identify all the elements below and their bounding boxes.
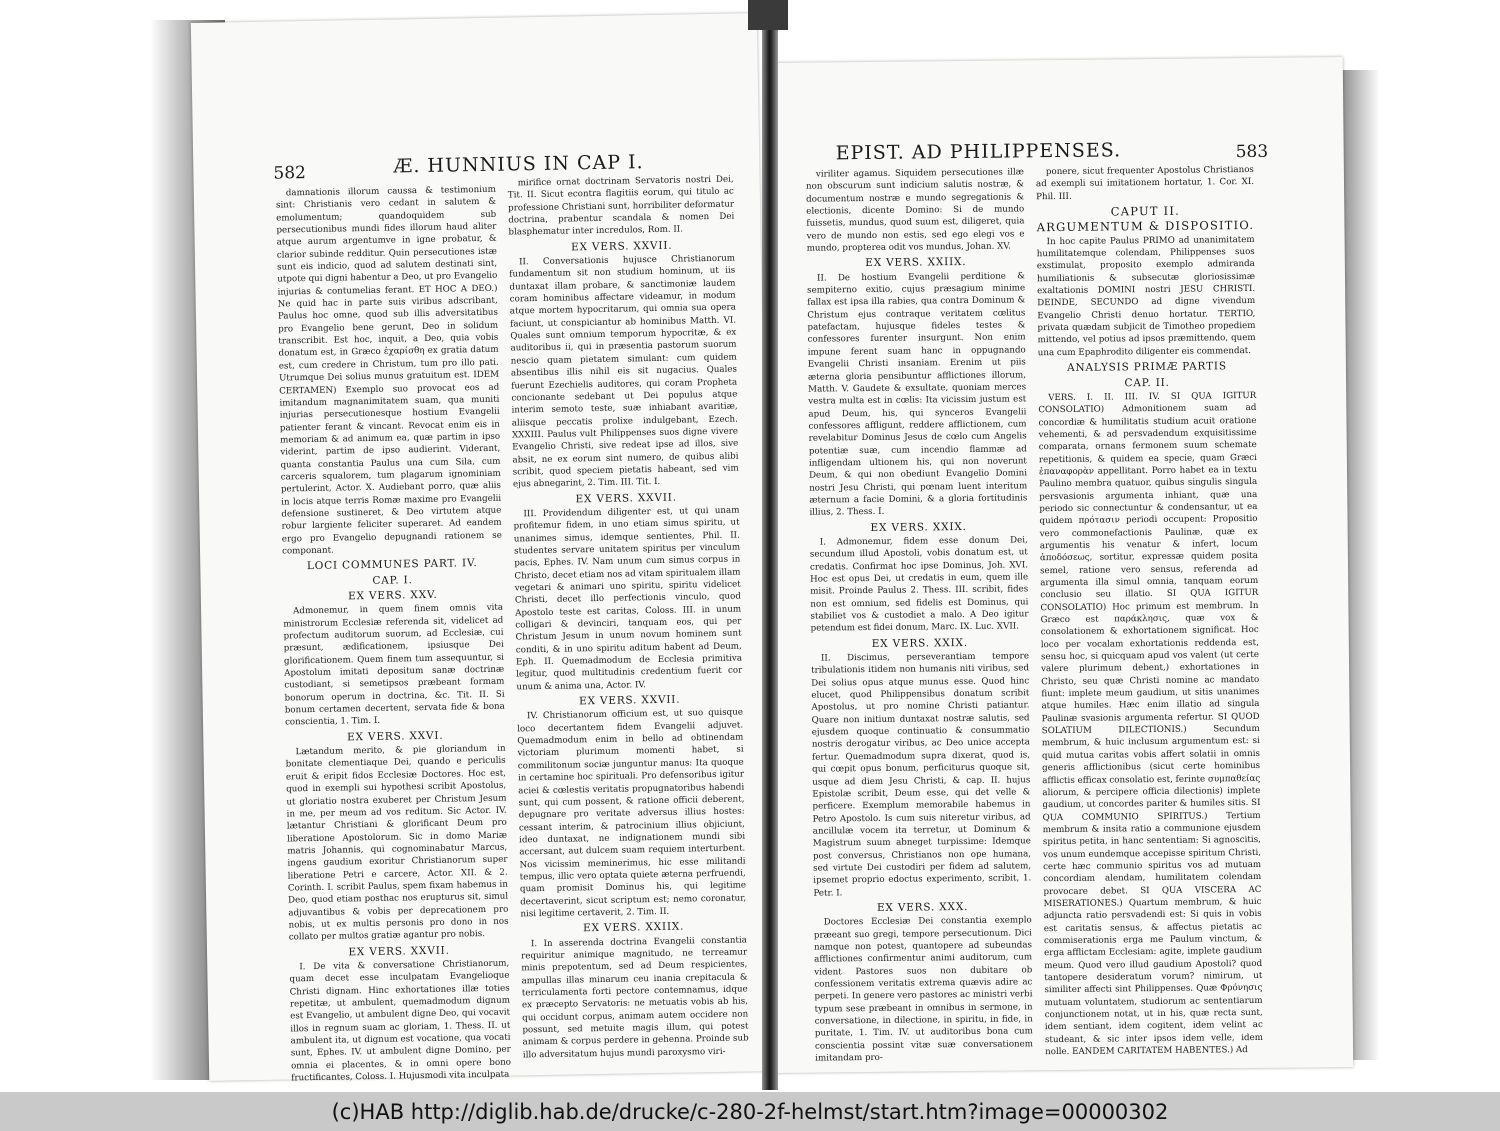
left-running-head: Æ. HUNNIUS IN CAP I.: [393, 151, 644, 178]
paragraph: ponere, sicut frequenter Apostolus Christianos ad exempli sui imitationem hortatur, 1. Cor. XI. Phil. III.: [1035, 164, 1255, 202]
source-url-text: (c)HAB http://diglib.hab.de/drucke/c-280-2f-helmst/start.htm?image=00000302: [331, 1099, 1169, 1124]
section-heading: ANALYSIS PRIMÆ PARTIS: [1067, 360, 1227, 375]
paragraph: VERS. I. II. III. IV. SI QUA IGITUR CONSOLATIO) Admonitionem suam ad concordiæ & humilitatis studium acuit oratione vehementi, & ad persvadendum exquisitissime comparata, ornans fermonem suum schemate repetitionis, & quidem ea specie, quam Græci ἐπαναφορὰν appellitant. Porro habet ea in textu Paulino membra quatuor, quibus singulis singula persvasionis argumenta inhiant, quæ una periodo sic connectuntur & condensantur, ut ea quidem πρότασιν periodi occupent: Propositio vero commonefactionis Paulinæ, quæ ex argumentis his venatur & infert, locum ἀποδόσεως, sortitur, expressæ quidem posita semel, ratione vero sensus, referenda ad argumenta illa simul omnia, tanquam eorum conclusio seu illatio. SI QUA IGITUR CONSOLATIO) Hoc primum est membrum. In Græco est παράκλησις, quæ vox & consolationem & exhortationem significat. Hoc loco per vocalam exhortationis reddenda est, sensu hoc, si quicquam apud vos valent (ut certe valere plurimum debent,) exhortationes in Christo, seu quæ Christi nomine ac mandato fiunt: implete meum gaudium, ut sitis unanimes atque humiles. Hæc enim illatio ad singula Paulinæ svasionis argumenta refertur. SI QUOD SOLATIUM DILECTIONIS.) Secundum membrum, & huic inclusum argumentum est: si quid mutua caritas vobis affert solatii in omnis generis afflictionibus (sicut certe hominibus afflictis efficax consolatio est, ferinte συμπαθείας aliorum, & percipere officia dilectionis) implete gaudium, ut concordes pariter & humiles sitis. SI QUA COMMUNIO SPIRITUS.) Tertium membrum & insita ratio a communione ejusdem spiritus petita, in hanc sententiam: Si agnoscitis, vos unum eundemque accepisse spiritum Christi, certe hæc communio spiritus vos ad mutuam concordiam alendam, humilitatem colendam provocare debet. SI QUA VISCERA AC MISERATIONES.) Quartum membrum, & huic adjuncta ratio persvadendi est: Si quis in vobis est caritatis sensus, & affectus pietatis ac commiserationis erga me Paulum vinctum, & erga afflictam Ecclesiam: agite, implete gaudium meum. Quod vero illud gaudium Apostoli? quod tantopere desideratum vorum? nimirum, ut similiter affecti sint Philippenses. Quæ Φρόνησις mutuam voluntatem, studiorum ac sententiarum conjunctionem notat, ut in his, quæ recta sunt, idem sentiant, idem cogitent, idem velint ac studeant, & sic inter ipsos idem velle, idem nolle. EANDEM CARITATEM HABENTES.) Ad: [1038, 390, 1264, 1058]
right-running-head: EPIST. AD PHILIPPENSES.: [835, 139, 1122, 165]
section-heading: EX VERS. XXVII.: [348, 944, 450, 959]
paragraph: In hoc capite Paulus PRIMO ad unanimitatem humilitatemque colendam, Philippenses suos exstimulat, proposito exemplo admiranda humiliationis & subsecutæ gloriosissimæ exaltationis DOMINI nostri JESU CHRISTI. DEINDE, SECUNDO ad digne vivendum Evangelio Christi denuo hortatur. TERTIO, privata quædam subjicit de Timotheo propediem mittendo, vel potius ad ipsos præmittendo, quem una cum Epaphrodito diligenter eis commendat.: [1036, 234, 1256, 359]
left-page-number: 582: [273, 163, 307, 184]
section-heading: EX VERS. XXVII.: [571, 239, 673, 254]
left-page-column-2: [507, 174, 749, 1061]
paragraph: damnationis illorum caussa & testimonium sint: Christianis vero cedant in salutem & emolumentum; quandoquidem sub persecutionibus mundi fides illorum haud aliter atque aurum argentumve in igne probatur, & clarior subinde redditur. Quin persecutiones istæ sunt eis indicio, quod ad salutem destinati sint, utpote qui digni habentur a Deo, ut pro Evangelio injurias & contumelias ferant. ET HOC A DEO.) Ne quid hac in parte suis viribus adscribant, Paulus hoc omne, quod sub illis adversitatibus pro Evangelio bene gerunt, Deo in solidum transcribit. Est hoc, inquit, a Deo, quia vobis donatum est, in Græco ἐχαρίσθη ex gratia datum est, cum credere in Christum, tum pro illo pati. Utrumque Dei solius munus gratuitum est. IDEM CERTAMEN) Exemplo suo provocat eos ad imitandum magnanimitatem suam, qua muniti injurias persecutionesque hostium Evangelii patienter ferant & vincant. Revocat enim eis in memoriam & ad animum ea, quæ partim in ipso viderint, partim de ipso audierint. Viderant, quanta constantia Paulus una cum Sila, cum carceris squalorem, tum plagarum ignominiam pertulerint, Actor. X. Audiebant porro, quæ aliis in locis atque terris Romæ maxime pro Evangelii defensione sustineret, & Deo virtutem atque robur largiente feliciter superaret. Ad eandem ergo pro Evangelio depugnandi rationem se componant.: [275, 184, 502, 557]
right-page: [765, 57, 1354, 1073]
section-heading: CAP. I.: [372, 573, 413, 587]
right-page-column-2: [1035, 164, 1264, 1058]
left-page: [191, 13, 775, 1084]
section-heading: EX VERS. XXVI.: [347, 729, 444, 744]
section-heading: EX VERS. XXV.: [347, 588, 438, 603]
paragraph: mirifice ornat doctrinam Servatoris nostri Dei, Tit. II. Sicut econtra flagitiis eorum, qui titulo ac professione Christiani sunt, horribiliter deformatur doctrina, prabentur scandala & nomen Dei blasphematur inter incredulos, Rom. II.: [507, 174, 735, 238]
source-footer: [0, 1092, 1500, 1131]
paragraph: IV. Christianorum officium est, ut suo quisque loco decertantem fidem Evangelii adjuvet. Quemadmodum enim in bello ad obtinendam victoriam plurimum momenti habet, si commilitonum sociæ junguntur manus: Ita quoque in certamine hoc spirituali. Pro defensoribus igitur aciei & cœlestis veritatis propugnatoribus habendi sunt, qui cum possent, & ratione officii deberent, depugnare pro veritate adversus illius hostes: cessant interim, & patrocinium illius objiciunt, ideo duntaxat, ne indignationem mundi sibi accersant, aut dulcem suam requiem interturbent. Nos vicissim meminerimus, hic esse militandi tempus, illic vero optata quiete æterna perfruendi, quam promisit Dominus his, qui legitime decertaverint, sicut scriptum est; nemo coronatur, nisi legitime certaverit, 2. Tim. II.: [517, 707, 747, 920]
paragraph: I. In asserenda doctrina Evangelii constantia requiritur animique magnitudo, ne terreamur minis prepotentum, sed ad Deum respicientes, ampullas illas minarum ceu inania crepitacula & terriculamenta forti pectore contemnamus, idque ex præcepto Servatoris: ne metuatis vobis ab his, qui occidunt corpus, animam autem occidere non possunt, sed metuite magis illum, qui potest animam & corpus perdere in gehenna. Proinde sub illo adversitatum hujus mundi paroxysmo viri-: [521, 935, 749, 1061]
section-heading: EX VERS. XXIX.: [871, 636, 968, 650]
section-heading: EX VERS. XXVII.: [575, 491, 677, 505]
paragraph: I. De vita & conversatione Christianorum, quam decet esse inculpatam Evangelioque Christi dignam. Hinc exhortationes illæ toties repetitæ, ut ambulent, quemadmodum dignum est Evangelio, ut ambulent digne Deo, qui vocavit illos in regnum suam ac gloriam, 1. Thess. II. ut ambulent ita, ut dignum est vocatione, qua vocati sunt, Ephes. IV. ut ambulent digne Domino, per omnia ei placentes, & in omni opere bono fructificantes, Coloss. I. Hujusmodi vita inculpata: [289, 958, 512, 1084]
section-heading: EX VERS. XXX.: [876, 900, 969, 914]
paragraph: viriliter agamus. Siquidem persecutiones illæ non obscurum sunt indicium salutis nostræ, & documentum nostræ e mundo segregationis & electionis, dicente Domino: Si de mundo fuissetis, mundus, quod suum est, diligeret, quia vero de mundo non estis, sed ego elegi vos e mundo, propterea odit vos mundus, Johan. XV.: [805, 167, 1025, 254]
left-page-column-1: [275, 184, 512, 1084]
paragraph: Doctores Ecclesiæ Dei constantia exemplo præeant suo gregi, tempore persecutionum. Dici namque non potest, quantopere ad subeundas afflictiones confirmentur animi auditorum, cum vident Pastores suos non dubitare ob confessionem veritatis extrema quævis adire ac perpeti. In genere vero pastores ac ministri verbi typum sese præbeant in omnibus in sermone, in conversatione, in dilectione, in spiritu, in fide, in puritate, 1. Tim. IV. ut auditoribus bona cum conscientia possint vitæ suæ conversationem imitandam pro-: [813, 915, 1034, 1064]
section-heading: CAP. II.: [1124, 376, 1170, 389]
section-heading: EX VERS. XXIIX.: [582, 920, 685, 935]
paragraph: II. Conversationis hujusce Christianorum fundamentum sit non studium hominum, ut iis duntaxat illam probare, & sanctimoniæ laudem coram hominibus affectare videamur, in modum atque mortem hypocritarum, qui omnia sua opera faciunt, ut conspiciantur ab hominibus Matth. VI. Quales sunt omnium temporum hypocritæ, & ex auditoribus ii, qui in præsentia pastorum suorum nescio quam pietatem simulant: cum quidem absentibus illis nihil eis sit nugacius. Quales fuerunt Ezechielis auditores, qui coram Propheta concionante sedebant ut Dei populus atque interim semoto teste, suæ inhiabant avaritiæ, aliisque peccatis prolixe indulgebant, Ezech. XXXIII. Paulus vult Philippenses suos digne vivere Evangelio Christi, sive redeat ipse ad illos, sive absit, ne ex eorum sint numero, de quibus alibi scribit, quod speciem pietatis habeant, sed vim ejus abnegarint, 2. Tim. III. Tit. I.: [509, 253, 739, 490]
paragraph: Lætandum merito, & pie gloriandum in bonitate clementiaque Dei, quando e periculis eruit & eripit fidos Ecclesiæ Doctores. Hoc est, quod in exempli sui hypothesi scribit Apostolus, ut gloriatio nostra exuberet per Christum Jesum in me, per meum ad vos reditum. Sic Actor. IV. lætantur Christiani & glorificant Deum pro liberatione Apostolorum. Sic in domo Mariæ matris Johannis, qui cognominabatur Marcus, ingens gaudium exoritur Christianorum super liberatione Petri e carcere, Actor. XII. & 2. Corinth. I. scribit Paulus, spem fixam habemus in Deo, quod etiam posthac nos erupturus sit, simul adjuvantibus & vobis per deprecationem pro nobis, ut ex multis personis pro dono in nos collato per multos gratiæ agantur pro nobis.: [285, 743, 509, 943]
chapter-heading: CAPUT II.: [1110, 203, 1180, 219]
section-heading: EX VERS. XXIX.: [870, 520, 967, 534]
section-heading: EX VERS. XXIIX.: [865, 256, 967, 270]
chapter-heading: ARGUMENTUM & DISPOSITIO.: [1036, 218, 1255, 235]
book-gutter: [762, 10, 778, 1090]
right-page-number: 583: [1235, 141, 1269, 163]
book-spine: [748, 0, 788, 30]
paragraph: II. De hostium Evangelii perditione & sempiterno exitio, cujus præsagium minime fallax est ipsa illa rabies, qua contra Dominum & Christum ejus contraque veritatem cœlitus patefactam, hujusque fideles testes & confessores furenter insurgunt. Non enim impune ferent suam hanc in oppugnando Evangelii Christi insaniam. Erenim ut piis æterna gloria pensibuntur afflictiones illorum, Matth. V. Gaudete & exsultate, quoniam merces vestra multa est in cœlis: Ita vicissim justum est apud Deum, his, qui synceros Evangelii confessores affligunt, reddere afflictionem, cum revelabitur Dominus Jesus de cœlo cum Angelis potentiæ suæ, cum incendio flammæ ad infligendam ultionem his, qui non noverunt Deum, & qui non obediunt Evangelio Domini nostri Jesu Christi, qui pœnam luent interitum æternum a facie Domini, & a gloria fortitudinis illius, 2. Thess. I.: [807, 271, 1028, 518]
paragraph: I. Admonemur, fidem esse donum Dei, secundum illud Apostoli, vobis donatum est, ut credatis. Confirmat hoc ipse Dominus, Joh. XVI. Hoc est opus Dei, ut credatis in eum, quem ille misit. Proinde Paulus 2. Thess. III. scribit, fides non est omnium, sed fidelis est Dominus, qui stabiliet vos & custodiet a malo. A Deo igitur petendum est fidei donum, Marc. IX. Luc. XVII.: [809, 535, 1029, 634]
paragraph: Admonemur, in quem finem omnis vita ministrorum Ecclesiæ referenda sit, videlicet ad profectum auditorum suorum, ad Ecclesiæ, cui præsunt, ædificationem, ipsiusque Dei glorificationem. Quem finem tum assequuntur, si Apostolum imitati depositum sanæ doctrinæ custodiant, si semetipsos præbeant formam bonorum operum in doctrina, &c. Tit. II. Si bonum certamen decertent, servata fide & bona conscientia, 1. Tim. I.: [283, 603, 505, 728]
paragraph: II. Discimus, perseverantiam tempore tribulationis itidem non humanis niti viribus, sed Dei solius opus atque munus esse. Quod hinc elucet, quod Philippensibus donatum scribit Apostolus, ut pro nomine Christi patiantur. Quare non initium duntaxat nostræ salutis, sed ejusdem quoque continuatio & consummatio nostris derogatur viribus, ac Deo unice accepta fertur. Quemadmodum supra dixerat, quod is, qui cœpit opus bonum, perficiturus quoque sit, usque ad diem Jesu Christi, & cap. II. hujus Epistolæ scribit, Deum esse, qui det velle & perficere. Exemplum memorabile habemus in Petro Apostolo. Is cum suis niteretur viribus, ad ancillulæ vocem ita terretur, ut Dominum & Magistrum suum abneget turpissime: Idemque post conversus, Christianos non ope humana, sed virtute Dei custodiri per fidem ad salutem, ipsemet proprio edoctus experimento, scribit, 1. Petr. I.: [811, 651, 1032, 899]
paragraph: III. Providendum diligenter est, ut qui unam profitemur fidem, in uno etiam simus spiritu, ut unanimes simus, idemque sentientes, Phil. II. studentes servare unitatem spiritus per vinculum pacis, Ephes. IV. Nam unum cum simus corpus in Christo, decet etiam nos ad vitam spiritualem illam vegetari & animari uno spiritu, spiritu videlicet Christi, decet illo perfectionis vinculo, quod Apostolo teste est caritas, Coloss. III. in unum colligari & devinciri, tanquam eos, qui per Christum Jesum in unum novum hominem sunt conditi, & in uno spiritu aditum habent ad Deum, Eph. II. Quemadmodum de Ecclesia primitiva legitur, quod multitudinis credentium fuerit cor unum & anima una, Actor. IV.: [513, 505, 743, 693]
right-page-column-1: [805, 166, 1034, 1064]
section-heading: LOCI COMMUNES PART. IV.: [306, 557, 478, 573]
section-heading: EX VERS. XXVII.: [578, 693, 681, 708]
